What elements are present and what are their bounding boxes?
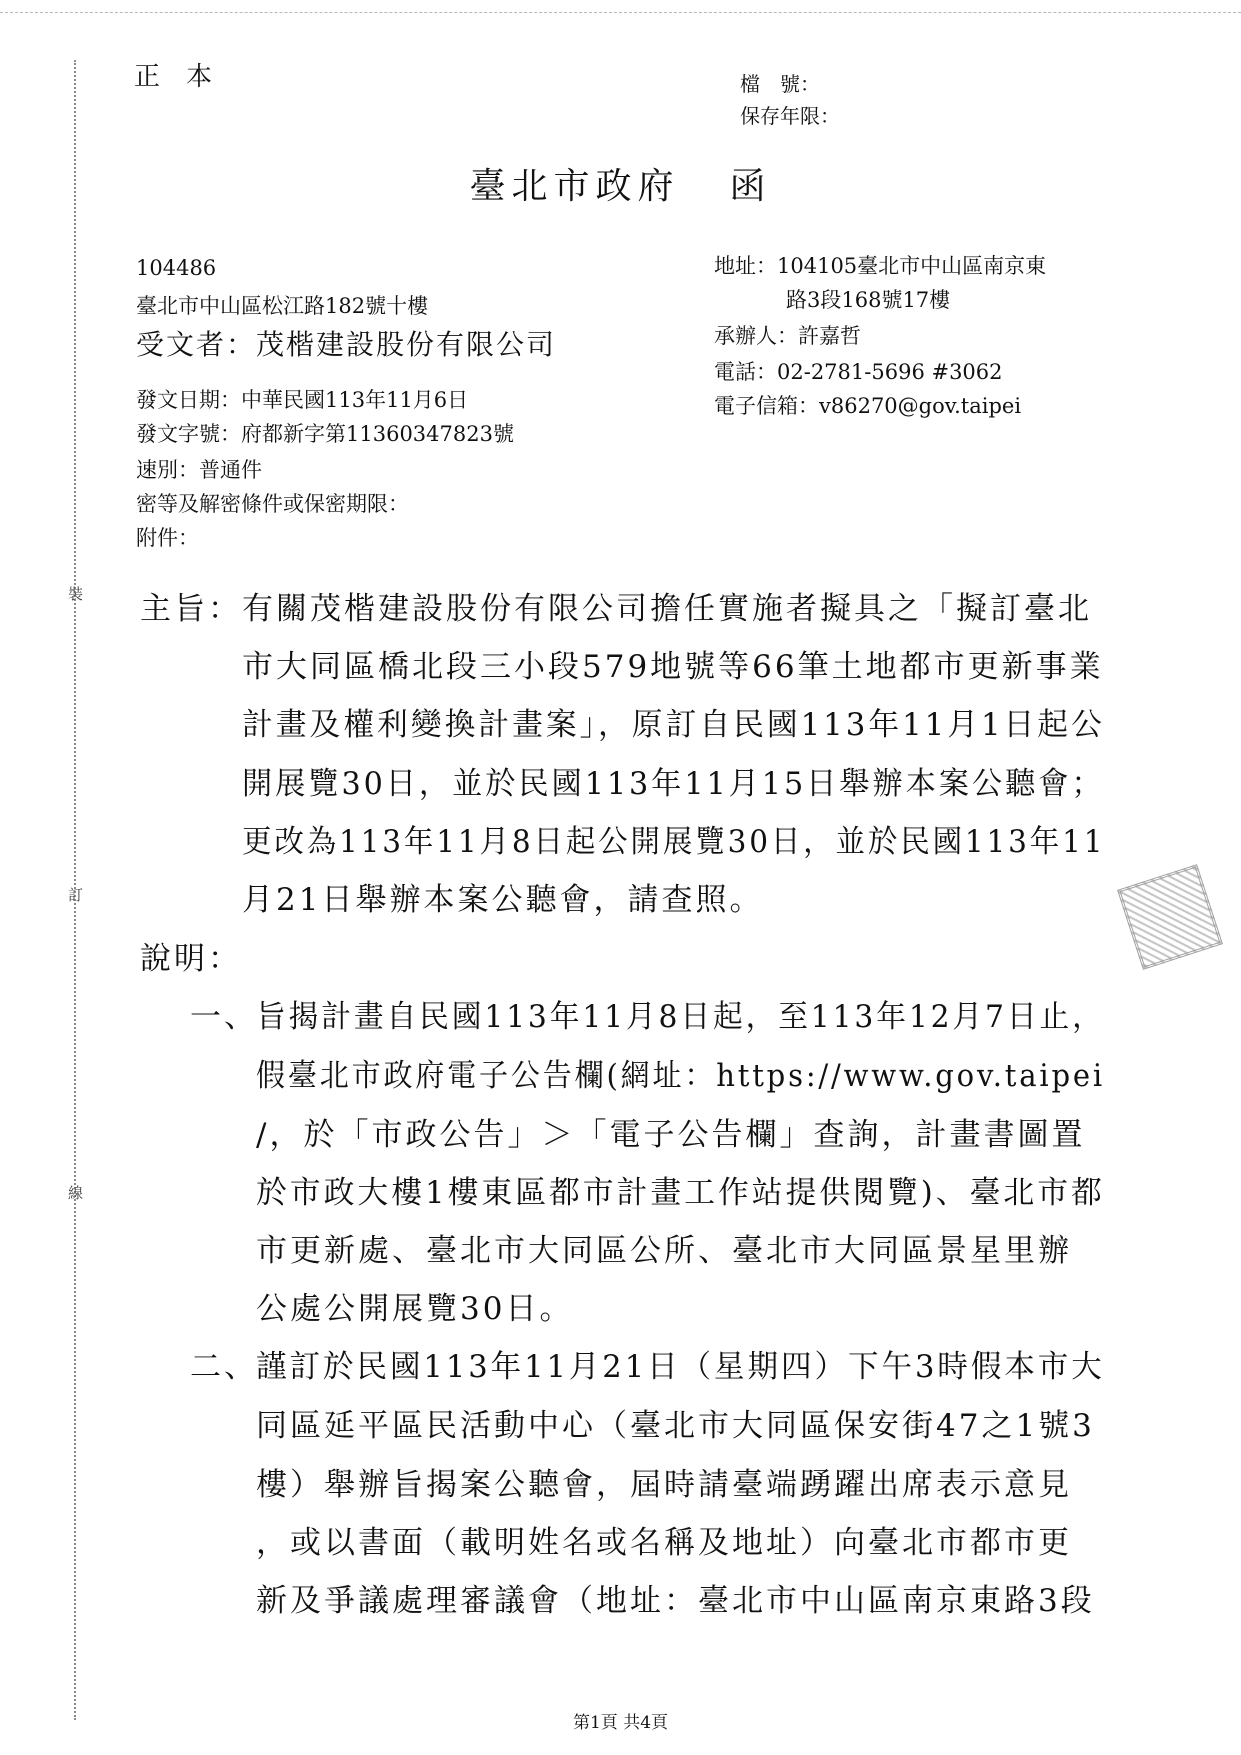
attachment: 附件： xyxy=(136,526,199,550)
item-2-line: 謹訂於民國113年11月21日（星期四）下午3時假本市大 xyxy=(256,1349,1105,1385)
item-1-line: 市更新處、臺北市大同區公所、臺北市大同區景星里辦 xyxy=(256,1233,1072,1269)
subject-label: 主旨： xyxy=(140,591,242,627)
item-1-line: /，於「市政公告」＞「電子公告欄」查詢，計畫書圖置 xyxy=(256,1117,1086,1153)
item-1-line: 假臺北市政府電子公告欄(網址：https://www.gov.taipei xyxy=(256,1058,1105,1094)
recipient-postal-code: 104486 xyxy=(136,256,217,280)
binding-mark-ding: 訂 xyxy=(68,886,84,904)
binding-mark-xian: 線 xyxy=(68,1184,84,1202)
subject-line: 開展覽30日，並於民國113年11月15日舉辦本案公聽會； xyxy=(242,766,1105,802)
subject-line: 有關茂楷建設股份有限公司擔任實施者擬具之「擬訂臺北 xyxy=(242,591,1092,627)
secrecy-level: 密等及解密條件或保密期限： xyxy=(136,492,409,516)
item-2-line: 新及爭議處理審議會（地址：臺北市中山區南京東路3段 xyxy=(256,1583,1095,1619)
retention-label: 保存年限： xyxy=(740,104,840,128)
item-1-line: 旨揭計畫自民國113年11月8日起，至113年12月7日止， xyxy=(256,999,1105,1035)
email: 電子信箱：v86270@gov.taipei xyxy=(714,394,1022,418)
explanation-label: 說明： xyxy=(140,941,242,977)
issuer-address-line2: 路3段168號17樓 xyxy=(786,288,951,312)
issue-date: 發文日期：中華民國113年11月6日 xyxy=(136,388,469,412)
document-type: 函 xyxy=(729,166,772,207)
item-2-line: ，或以書面（載明姓名或名稱及地址）向臺北市都市更 xyxy=(256,1525,1072,1561)
recipient-address: 臺北市中山區松江路182號十樓 xyxy=(136,294,429,318)
phone: 電話：02-2781-5696 #3062 xyxy=(714,360,1003,384)
subject-line: 更改為113年11月8日起公開展覽30日，並於民國113年11 xyxy=(242,824,1106,860)
item-1-label: 一、 xyxy=(190,999,258,1035)
reference-number: 發文字號：府都新字第11360347823號 xyxy=(136,422,514,446)
subject-line: 月21日舉辦本案公聽會，請查照。 xyxy=(242,882,764,918)
item-1-line: 於市政大樓1樓東區都市計畫工作站提供閱覽)、臺北市都 xyxy=(256,1175,1105,1211)
subject-line: 計畫及權利變換計畫案」，原訂自民國113年11月1日起公 xyxy=(242,707,1105,743)
officer: 承辦人：許嘉哲 xyxy=(714,324,861,348)
file-number-label: 檔 號： xyxy=(740,72,820,96)
item-2-label: 二、 xyxy=(190,1349,258,1385)
issuer-address-line1: 地址：104105臺北市中山區南京東 xyxy=(714,254,1047,278)
recipient-line: 受文者：茂楷建設股份有限公司 xyxy=(136,328,557,361)
item-1-line: 公處公開展覽30日。 xyxy=(256,1291,574,1327)
delivery-speed: 速別：普通件 xyxy=(136,458,262,482)
item-2-line: 樓）舉辦旨揭案公聽會，屆時請臺端踴躍出席表示意見 xyxy=(256,1467,1072,1503)
issuing-org: 臺北市政府 xyxy=(469,166,680,207)
page-number: 第1頁 共4頁 xyxy=(572,1713,669,1733)
copy-label: 正本 xyxy=(134,62,239,92)
binding-mark-zhuang: 裝 xyxy=(68,585,84,603)
subject-line: 市大同區橋北段三小段579地號等66筆土地都市更新事業 xyxy=(242,649,1104,685)
item-2-line: 同區延平區民活動中心（臺北市大同區保安街47之1號3 xyxy=(256,1408,1095,1444)
